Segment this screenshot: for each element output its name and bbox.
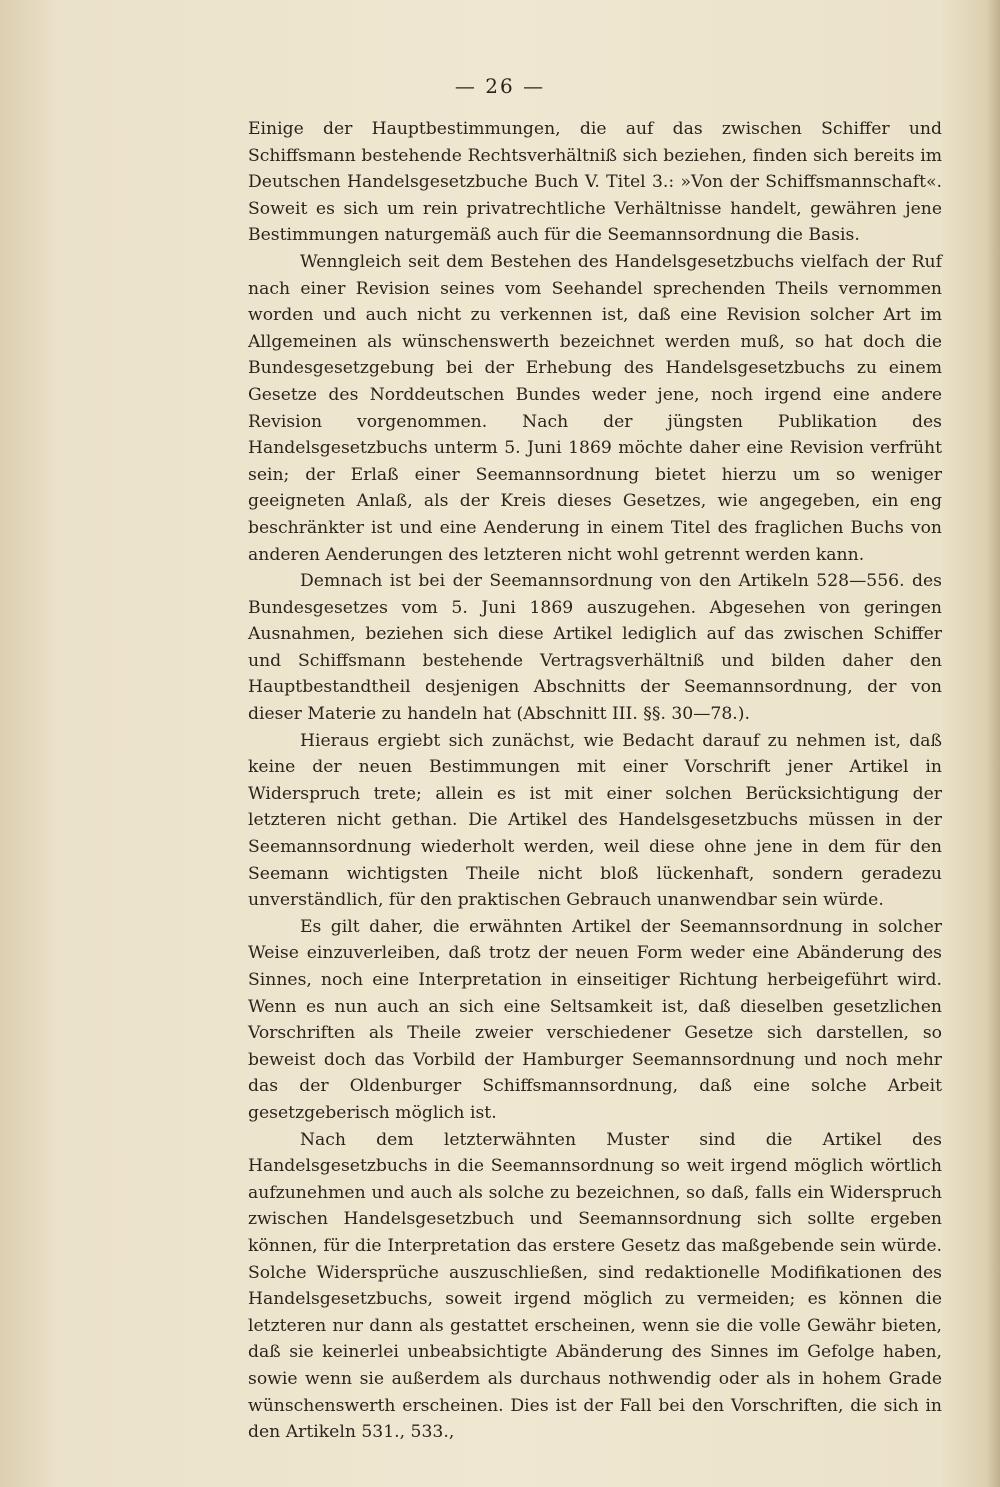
paragraph-2: Wenngleich seit dem Bestehen des Handelsgesetzbuchs vielfach der Ruf nach einer Revision seines vom Seehandel sprechenden Theils vernommen worden und auch nicht zu verkennen ist, daß eine Revision solcher Art im Allgemeinen als wünschenswerth bezeichnet werden muß, so hat doch die Bundesgesetzgebung bei der Erhebung des Handelsgesetzbuchs zu einem Gesetze des Norddeutschen Bundes weder jene, noch irgend eine andere Revision vorgenommen. Nach der jüngsten Publikation des Handelsgesetzbuchs unterm 5. Juni 1869 möchte daher eine Revision verfrüht sein; der Erlaß einer Seemannsordnung bietet hierzu um so weniger geeigneten Anlaß, als der Kreis dieses Gesetzes, wie angegeben, ein eng beschränkter ist und eine Aenderung in einem Titel des fraglichen Buchs von anderen Aenderungen des letzteren nicht wohl getrennt werden kann. [248,251,942,565]
body-text [248,116,942,1446]
page-number: — 26 — [454,74,546,98]
paragraph-1: Einige der Hauptbestimmungen, die auf das zwischen Schiffer und Schiffsmann bestehende Rechtsverhältniß sich beziehen, finden sich bereits im Deutschen Handelsgesetzbuche Buch V. Titel 3.: »Von der Schiffsmannschaft«. Soweit es sich um rein privatrechtliche Verhältnisse handelt, gewähren jene Bestimmungen naturgemäß auch für die Seemannsordnung die Basis. [248,119,942,246]
page-edge-shadow [986,0,1000,1487]
paragraph-5: Es gilt daher, die erwähnten Artikel der Seemannsordnung in solcher Weise einzuverleiben, daß trotz der neuen Form weder eine Abänderung des Sinnes, noch eine Interpretation in einseitiger Richtung herbeigeführt wird. Wenn es nun auch an sich eine Seltsamkeit ist, daß dieselben gesetzlichen Vorschriften als Theile zweier verschiedener Gesetze sich darstellen, so beweist doch das Vorbild der Hamburger Seemannsordnung und noch mehr das der Oldenburger Schiffsmannsordnung, daß eine solche Arbeit gesetzgeberisch möglich ist. [248,916,942,1123]
paragraph-6: Nach dem letzterwähnten Muster sind die Artikel des Handelsgesetzbuchs in die Seemannsordnung so weit irgend möglich wörtlich aufzunehmen und auch als solche zu bezeichnen, so daß, falls ein Widerspruch zwischen Handelsgesetzbuch und Seemannsordnung sich sollte ergeben können, für die Interpretation das erstere Gesetz das maßgebende sein würde. Solche Widersprüche auszuschließen, sind redaktionelle Modifikationen des Handelsgesetzbuchs, soweit irgend möglich zu vermeiden; es können die letzteren nur dann als gestattet erscheinen, wenn sie die volle Gewähr bieten, daß sie keinerlei unbeabsichtigte Abänderung des Sinnes im Gefolge haben, sowie wenn sie außerdem als durchaus nothwendig oder als in hohem Grade wünschenswerth erscheinen. Dies ist der Fall bei den Vorschriften, die sich in den Artikeln 531., 533., [248,1129,942,1443]
paragraph-3: Demnach ist bei der Seemannsordnung von den Artikeln 528—556. des Bundesgesetzes vom 5. Juni 1869 auszugehen. Abgesehen von geringen Ausnahmen, beziehen sich diese Artikel lediglich auf das zwischen Schiffer und Schiffsmann bestehende Vertragsverhältniß und bilden daher den Hauptbestandtheil desjenigen Abschnitts der Seemannsordnung, der von dieser Materie zu handeln hat (Abschnitt III. §§. 30—78.). [248,571,942,725]
paragraph-4: Hieraus ergiebt sich zunächst, wie Bedacht darauf zu nehmen ist, daß keine der neuen Bestimmungen mit einer Vorschrift jener Artikel in Widerspruch trete; allein es ist mit einer solchen Berücksichtigung der letzteren nicht gethan. Die Artikel des Handelsgesetzbuchs müssen in der Seemannsordnung wiederholt werden, weil diese ohne jene in dem für den Seemann wichtigsten Theile nicht bloß lückenhaft, sondern geradezu unverständlich, für den praktischen Gebrauch unanwendbar sein würde. [248,730,942,911]
